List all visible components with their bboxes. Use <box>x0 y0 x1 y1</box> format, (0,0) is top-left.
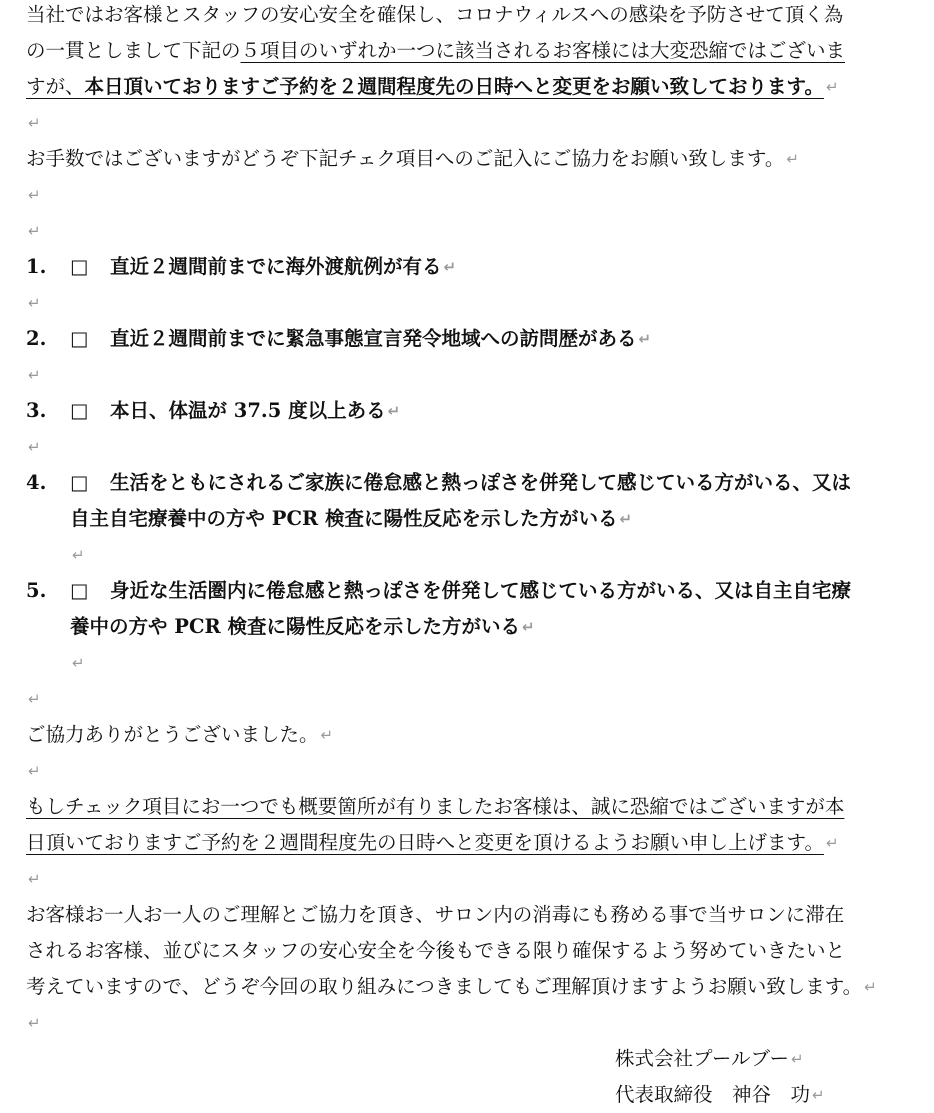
item-number: 4. <box>26 471 47 494</box>
checkbox-icon[interactable]: □ <box>70 471 89 494</box>
paragraph-mark-icon: ↵ <box>812 1086 825 1104</box>
intro-underlined-text-3 <box>26 75 824 98</box>
paragraph-mark-icon: ↵ <box>72 546 85 564</box>
paragraph-mark-icon: ↵ <box>638 330 652 348</box>
intro-text-3-bold: 本日頂いておりますご予約を２週間程度先の日時へと変更をお願い致しております。 <box>84 75 824 98</box>
paragraph-mark-icon: ↵ <box>387 402 401 420</box>
thanks-text: ご協力ありがとうございました。 <box>26 723 319 746</box>
paragraph-mark-icon: ↵ <box>320 726 334 744</box>
representative-name: 代表取締役 神谷 功 <box>615 1083 811 1106</box>
intro-text-3-plain: すが、 <box>26 75 85 98</box>
paragraph-mark-icon: ↵ <box>72 654 85 672</box>
empty-line <box>26 105 41 141</box>
closing-line-3 <box>26 969 877 1005</box>
checklist-item-1 <box>26 249 456 285</box>
paragraph-mark-icon: ↵ <box>28 762 41 780</box>
signature-company <box>615 1041 804 1077</box>
paragraph-mark-icon: ↵ <box>443 258 457 276</box>
notice-line-2 <box>26 825 839 861</box>
empty-line <box>26 357 41 393</box>
checklist-item-4 <box>26 465 851 501</box>
closing-text-1: お客様お一人お一人のご理解とご協力を頂き、サロン内の消毒にも務める事で当サロンに滞在 <box>26 903 845 926</box>
paragraph-mark-icon: ↵ <box>28 438 41 456</box>
notice-text-2: 日頂いておりますご予約を２週間程度先の日時へと変更を頂けるようお願い申し上げます。 <box>26 831 824 854</box>
paragraph-mark-icon: ↵ <box>864 978 877 996</box>
item-text: 自主自宅療養中の方や PCR 検査に陽性反応を示した方がいる <box>70 507 618 530</box>
checklist-item-2 <box>26 321 651 357</box>
paragraph-mark-icon: ↵ <box>790 1050 804 1068</box>
checklist-item-5 <box>26 573 851 609</box>
intro-line-2 <box>26 33 845 69</box>
item-number: 5. <box>26 579 47 602</box>
paragraph-mark-icon: ↵ <box>28 294 41 312</box>
empty-line <box>26 1005 41 1041</box>
closing-line-2 <box>26 933 845 969</box>
checklist-item-5-continued <box>26 609 535 645</box>
empty-line <box>26 681 41 717</box>
request-text: お手数ではございますがどうぞ下記チェク項目へのご記入にご協力をお願い致します。 <box>26 147 785 170</box>
empty-line <box>26 285 41 321</box>
empty-line <box>26 177 41 213</box>
thanks-line <box>26 717 333 753</box>
item-text: 直近２週間前までに海外渡航例が有る <box>110 255 442 278</box>
item-text: 本日、体温が 37.5 度以上ある <box>110 399 386 422</box>
item-number: 1. <box>26 255 47 278</box>
item-text: 直近２週間前までに緊急事態宣言発令地域への訪問歴がある <box>110 327 637 350</box>
empty-line <box>26 429 41 465</box>
checkbox-icon[interactable]: □ <box>70 399 89 422</box>
checkbox-icon[interactable]: □ <box>70 579 89 602</box>
checklist-item-3 <box>26 393 400 429</box>
empty-line <box>26 861 41 897</box>
company-name: 株式会社プールブー <box>615 1047 789 1070</box>
empty-line <box>26 645 85 681</box>
empty-line <box>26 753 41 789</box>
paragraph-mark-icon: ↵ <box>28 1014 41 1032</box>
item-text: 身近な生活圏内に倦怠感と熱っぽさを併発して感じている方がいる、又は自主自宅療 <box>110 579 852 602</box>
empty-line <box>26 213 41 249</box>
closing-text-2: されるお客様、並びにスタッフの安心安全を今後もできる限り確保するよう努めていきたいと <box>26 939 846 962</box>
paragraph-mark-icon: ↵ <box>619 510 633 528</box>
intro-text-1: 当社ではお客様とスタッフの安心安全を確保し、コロナウィルスへの感染を予防させて頂く為 <box>26 3 844 26</box>
item-number: 3. <box>26 399 47 422</box>
intro-text-2: の一貫としまして下記の <box>26 39 241 62</box>
item-text: 生活をともにされるご家族に倦怠感と熱っぽさを併発して感じている方がいる、又は <box>110 471 852 494</box>
paragraph-mark-icon: ↵ <box>825 834 839 852</box>
paragraph-mark-icon: ↵ <box>28 870 41 888</box>
checklist-item-4-continued <box>26 501 632 537</box>
intro-line-3 <box>26 69 839 105</box>
paragraph-mark-icon: ↵ <box>521 618 535 636</box>
item-number: 2. <box>26 327 47 350</box>
paragraph-mark-icon: ↵ <box>786 150 799 168</box>
closing-line-1 <box>26 897 844 933</box>
paragraph-mark-icon: ↵ <box>28 366 41 384</box>
signature-representative <box>615 1077 825 1113</box>
item-text: 養中の方や PCR 検査に陽性反応を示した方がいる <box>70 615 520 638</box>
paragraph-mark-icon: ↵ <box>28 186 41 204</box>
empty-line <box>26 537 85 573</box>
paragraph-mark-icon: ↵ <box>28 222 41 240</box>
paragraph-mark-icon: ↵ <box>28 114 41 132</box>
intro-underlined-text-2: ５項目のいずれか一つに該当されるお客様には大変恐縮ではございま <box>240 39 846 62</box>
paragraph-mark-icon: ↵ <box>28 690 41 708</box>
request-line <box>26 141 799 177</box>
notice-text-1: もしチェック項目にお一つでも概要箇所が有りましたお客様は、誠に恐縮ではございますが本 <box>26 795 845 818</box>
paragraph-mark-icon: ↵ <box>825 78 839 96</box>
checkbox-icon[interactable]: □ <box>70 255 89 278</box>
notice-line-1 <box>26 789 844 825</box>
checkbox-icon[interactable]: □ <box>70 327 89 350</box>
closing-text-3: 考えていますので、どうぞ今回の取り組みにつきましてもご理解頂けますようお願い致します。 <box>26 975 863 998</box>
intro-line-1 <box>26 0 843 33</box>
